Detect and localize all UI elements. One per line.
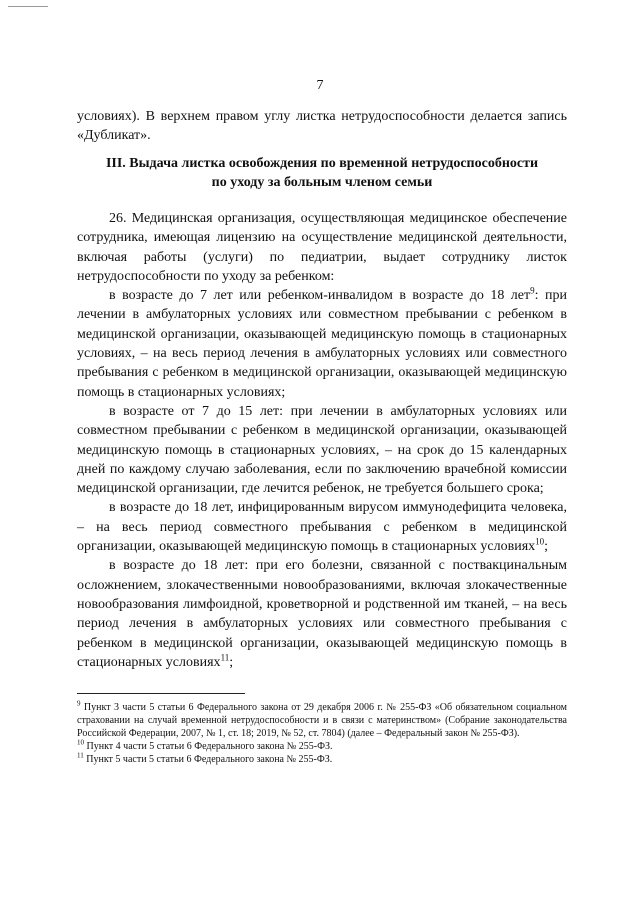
section-heading	[77, 154, 567, 192]
footnote-9	[77, 701, 567, 740]
footnote-separator	[77, 693, 245, 694]
list-item-text: ;	[229, 654, 234, 670]
footnotes	[77, 701, 567, 766]
footnote-text: Пункт 5 части 5 статьи 6 Федерального закона № 255-ФЗ.	[86, 754, 333, 765]
list-item-text: в возрасте до 7 лет или ребенком-инвалидом в возрасте до 18 лет	[109, 288, 531, 304]
list-item-under-7	[77, 286, 567, 402]
footnote-ref-9: 9	[530, 285, 535, 296]
list-item-oncology	[77, 556, 567, 672]
list-item-hiv	[77, 498, 567, 556]
list-item-text: в возрасте до 18 лет: при его болезни, связанной с поствакцинальным осложнением, злокачественными новообразованиями, включая злокачественные новообразования лимфоидной, кроветворной и родственной им тканей, – на весь период лечения в амбулаторных условиях или совместного пребывания с ребенком в медицинской организации, оказывающей медицинскую помощь в стационарных условиях	[77, 558, 567, 670]
footnote-number: 10	[77, 738, 84, 747]
section-heading-line-2: по уходу за больным членом семьи	[211, 175, 433, 190]
list-item-text: : при лечении в амбулаторных условиях или совместном пребывании с ребенком в медицинской организации, оказывающей медицинскую помощь в стационарных условиях, – на весь период лечения в амбулаторных условиях или совместного пребывания с ребенком в медицинской организации, оказывающей медицинскую помощь в стационарных условиях;	[77, 288, 567, 400]
section-heading-line-1: III. Выдача листка освобождения по временной нетрудоспособности	[105, 156, 539, 171]
paragraph-26: 26. Медицинская организация, осуществляющая медицинское обеспечение сотрудника, имеющая лицензию на осуществление медицинской деятельности, включая работы (услуги) по педиатрии, выдает сотруднику листок нетрудоспособности по уходу за ребенком:	[77, 211, 567, 284]
footnote-text: Пункт 4 части 5 статьи 6 Федерального закона № 255-ФЗ.	[86, 741, 333, 752]
footnote-number: 9	[77, 699, 81, 708]
page-number: 7	[316, 78, 324, 93]
scan-artifact	[8, 6, 48, 7]
footnote-10	[77, 740, 567, 753]
intro-text: условиях). В верхнем правом углу листка нетрудоспособности делается запись «Дубликат».	[77, 109, 567, 144]
footnote-number: 11	[77, 751, 84, 760]
list-item-text: ;	[544, 539, 549, 555]
list-item-7-to-15: в возрасте от 7 до 15 лет: при лечении в амбулаторных условиях или совместном пребывании с ребенком в медицинской организации, оказывающей медицинскую помощь в стационарных условиях, – на срок до 15 календарных дней по каждому случаю заболевания, если по заключению врачебной комиссии медицинской организации, где лечится ребенок, не требуется большего срока;	[77, 403, 567, 497]
footnote-ref-11: 11	[220, 652, 230, 663]
intro-paragraph	[77, 107, 567, 146]
footnote-11	[77, 753, 567, 766]
section-body	[77, 209, 567, 672]
footnote-ref-10: 10	[535, 536, 545, 547]
list-item-text: в возрасте до 18 лет, инфицированным вирусом иммунодефицита человека, – на весь период совместного пребывания с ребенком в медицинской организации, оказывающей медицинскую помощь в стационарных условиях	[77, 500, 567, 555]
footnote-text: Пункт 3 части 5 статьи 6 Федерального закона от 29 декабря 2006 г. № 255-ФЗ «Об обязательном социальном страховании на случай временной нетрудоспособности и в связи с материнством» (Собрание законодательства Российской Федерации, 2007, № 1, ст. 18; 2019, № 52, ст. 7804) (далее – Федеральный закон № 255-ФЗ).	[77, 702, 568, 739]
